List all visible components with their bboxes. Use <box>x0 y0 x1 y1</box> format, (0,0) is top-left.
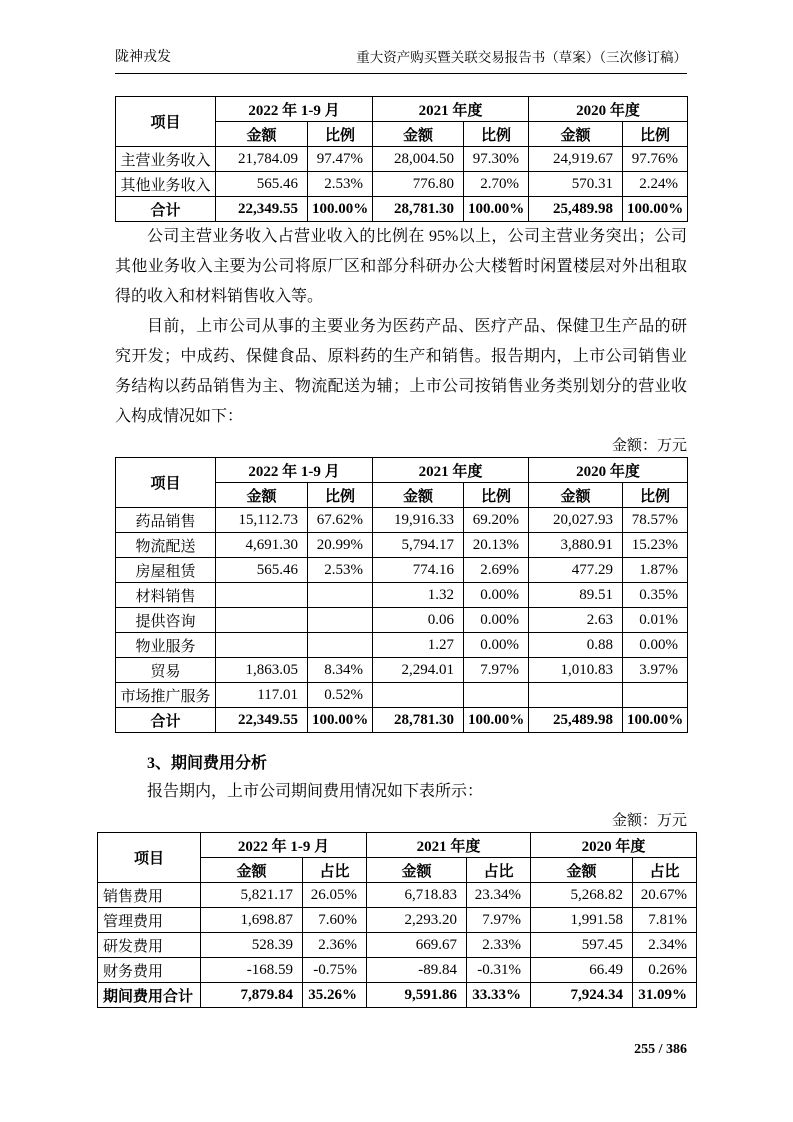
ratio-cell: 7.97% <box>464 658 529 683</box>
column-header-amount: 金额 <box>529 483 623 508</box>
share-cell: 7.97% <box>467 908 531 933</box>
amount-cell: 565.46 <box>216 558 308 583</box>
row-label: 药品销售 <box>116 508 216 533</box>
table-row <box>116 583 688 608</box>
amount-cell <box>216 608 308 633</box>
share-cell: 20.67% <box>633 883 697 908</box>
amount-cell: 15,112.73 <box>216 508 308 533</box>
row-label: 市场推广服务 <box>116 683 216 708</box>
amount-cell: 117.01 <box>216 683 308 708</box>
ratio-cell: 0.35% <box>623 583 688 608</box>
column-header-period-2022: 2022 年 1-9 月 <box>201 833 367 858</box>
ratio-cell: 69.20% <box>464 508 529 533</box>
table-row <box>116 147 688 172</box>
ratio-cell: 100.00% <box>308 197 373 222</box>
column-header-amount: 金额 <box>373 483 464 508</box>
amount-cell <box>529 683 623 708</box>
ratio-cell: 67.62% <box>308 508 373 533</box>
amount-cell: 22,349.55 <box>216 708 308 733</box>
share-cell: 35.26% <box>303 983 367 1008</box>
section-heading-expense-analysis: 3、期间费用分析 <box>147 755 268 772</box>
paragraph-expense-intro: 报告期内，上市公司期间费用情况如下表所示： <box>147 783 484 800</box>
column-header-ratio: 比例 <box>308 483 373 508</box>
ratio-cell: 2.53% <box>308 172 373 197</box>
table-row <box>116 508 688 533</box>
column-header-item: 项目 <box>116 97 216 147</box>
amount-cell: 669.67 <box>367 933 467 958</box>
row-label: 研发费用 <box>98 933 201 958</box>
ratio-cell: 100.00% <box>623 708 688 733</box>
period-expense-table <box>97 832 697 1008</box>
column-header-item: 项目 <box>116 458 216 508</box>
column-header-period-2021: 2021 年度 <box>367 833 531 858</box>
ratio-cell: 0.52% <box>308 683 373 708</box>
ratio-cell <box>464 683 529 708</box>
column-header-period-2022: 2022 年 1-9 月 <box>216 97 373 122</box>
table-header <box>116 97 688 147</box>
table-row <box>116 558 688 583</box>
amount-cell: 21,784.09 <box>216 147 308 172</box>
amount-cell: 89.51 <box>529 583 623 608</box>
table-body <box>116 508 688 733</box>
table-row <box>116 172 688 197</box>
row-label: 材料销售 <box>116 583 216 608</box>
ratio-cell: 100.00% <box>464 708 529 733</box>
ratio-cell <box>308 633 373 658</box>
ratio-cell: 15.23% <box>623 533 688 558</box>
page-content <box>103 0 688 1008</box>
table-row <box>98 958 697 983</box>
row-label: 主营业务收入 <box>116 147 216 172</box>
table-header <box>116 458 688 508</box>
ratio-cell: 2.53% <box>308 558 373 583</box>
amount-cell: 528.39 <box>201 933 303 958</box>
share-cell: 0.26% <box>633 958 697 983</box>
header-document-title: 重大资产购买暨关联交易报告书（草案）（三次修订稿） <box>356 50 687 65</box>
column-header-amount: 金额 <box>367 858 467 883</box>
row-label: 合计 <box>116 708 216 733</box>
amount-cell: 4,691.30 <box>216 533 308 558</box>
column-header-share: 占比 <box>467 858 531 883</box>
amount-cell: 25,489.98 <box>529 197 623 222</box>
ratio-cell: 3.97% <box>623 658 688 683</box>
column-header-amount: 金额 <box>216 122 308 147</box>
amount-cell: 24,919.67 <box>529 147 623 172</box>
amount-cell: 1,863.05 <box>216 658 308 683</box>
page-number: 255 / 386 <box>634 1042 687 1057</box>
row-label: 管理费用 <box>98 908 201 933</box>
column-header-ratio: 比例 <box>623 483 688 508</box>
ratio-cell: 0.01% <box>623 608 688 633</box>
column-header-amount: 金额 <box>531 858 633 883</box>
ratio-cell: 1.87% <box>623 558 688 583</box>
document-header <box>115 0 687 74</box>
column-header-item: 项目 <box>98 833 201 883</box>
column-header-period-2022: 2022 年 1-9 月 <box>216 458 373 483</box>
share-cell: -0.75% <box>303 958 367 983</box>
amount-cell: 0.06 <box>373 608 464 633</box>
row-label: 物流配送 <box>116 533 216 558</box>
amount-cell: 28,781.30 <box>373 708 464 733</box>
row-label: 房屋租赁 <box>116 558 216 583</box>
ratio-cell: 8.34% <box>308 658 373 683</box>
amount-cell: 5,794.17 <box>373 533 464 558</box>
ratio-cell <box>308 608 373 633</box>
table-header-row <box>98 833 697 858</box>
column-header-ratio: 比例 <box>464 483 529 508</box>
amount-cell: 25,489.98 <box>529 708 623 733</box>
amount-cell: 5,821.17 <box>201 883 303 908</box>
amount-cell: 9,591.86 <box>367 983 467 1008</box>
share-cell: 26.05% <box>303 883 367 908</box>
ratio-cell: 0.00% <box>464 633 529 658</box>
amount-cell: 20,027.93 <box>529 508 623 533</box>
amount-cell: 66.49 <box>531 958 633 983</box>
table-header-row <box>116 458 688 483</box>
column-header-ratio: 比例 <box>464 122 529 147</box>
amount-cell: 3,880.91 <box>529 533 623 558</box>
amount-cell: 7,879.84 <box>201 983 303 1008</box>
share-cell: 2.33% <box>467 933 531 958</box>
amount-cell: 1.32 <box>373 583 464 608</box>
amount-cell: 477.29 <box>529 558 623 583</box>
amount-cell: -168.59 <box>201 958 303 983</box>
amount-cell: 28,781.30 <box>373 197 464 222</box>
column-header-period-2020: 2020 年度 <box>529 458 688 483</box>
amount-cell: 1,991.58 <box>531 908 633 933</box>
table-body <box>98 883 697 1008</box>
table-total-row <box>116 197 688 222</box>
ratio-cell: 0.00% <box>464 608 529 633</box>
share-cell: 7.60% <box>303 908 367 933</box>
table-body <box>116 147 688 222</box>
table-total-row <box>98 983 697 1008</box>
table-row <box>116 658 688 683</box>
amount-cell: 0.88 <box>529 633 623 658</box>
column-header-amount: 金额 <box>529 122 623 147</box>
amount-cell: 2.63 <box>529 608 623 633</box>
ratio-cell: 97.47% <box>308 147 373 172</box>
amount-cell: 774.16 <box>373 558 464 583</box>
ratio-cell: 97.76% <box>623 147 688 172</box>
amount-cell: 1,010.83 <box>529 658 623 683</box>
column-header-amount: 金额 <box>216 483 308 508</box>
column-header-share: 占比 <box>633 858 697 883</box>
amount-cell: 570.31 <box>529 172 623 197</box>
share-cell: 2.36% <box>303 933 367 958</box>
revenue-composition-table <box>115 96 688 222</box>
amount-cell: 19,916.33 <box>373 508 464 533</box>
ratio-cell: 2.69% <box>464 558 529 583</box>
table-total-row <box>116 708 688 733</box>
amount-cell: 2,293.20 <box>367 908 467 933</box>
ratio-cell <box>623 683 688 708</box>
table-row <box>98 933 697 958</box>
unit-label: 金额：万元 <box>611 438 687 454</box>
table-row <box>116 683 688 708</box>
table-row <box>98 883 697 908</box>
row-label: 物业服务 <box>116 633 216 658</box>
paragraph-business-description: 目前，上市公司从事的主要业务为医药产品、医疗产品、保健卫生产品的研究开发；中成药、保健食品、原料药的生产和销售。报告期内，上市公司销售业务结构以药品销售为主、物流配送为辅；上市公司按销售业务类别划分的营业收入构成情况如下： <box>115 318 687 425</box>
header-company-name: 陇神戎发 <box>115 50 171 65</box>
table-row <box>116 533 688 558</box>
paragraph-main-revenue: 公司主营业务收入占营业收入的比例在 95%以上，公司主营业务突出；公司其他业务收入主要为公司将原厂区和部分科研办公大楼暂时闲置楼层对外出租取得的收入和材料销售收入等。 <box>115 228 687 305</box>
column-header-ratio: 比例 <box>623 122 688 147</box>
share-cell: 7.81% <box>633 908 697 933</box>
amount-cell: -89.84 <box>367 958 467 983</box>
amount-cell: 6,718.83 <box>367 883 467 908</box>
ratio-cell: 100.00% <box>623 197 688 222</box>
row-label: 财务费用 <box>98 958 201 983</box>
table-header <box>98 833 697 883</box>
amount-cell: 2,294.01 <box>373 658 464 683</box>
column-header-period-2020: 2020 年度 <box>531 833 697 858</box>
ratio-cell: 2.24% <box>623 172 688 197</box>
amount-cell: 776.80 <box>373 172 464 197</box>
amount-cell: 28,004.50 <box>373 147 464 172</box>
ratio-cell: 78.57% <box>623 508 688 533</box>
table-row <box>116 608 688 633</box>
revenue-by-business-table <box>115 457 688 733</box>
amount-cell <box>373 683 464 708</box>
amount-cell: 7,924.34 <box>531 983 633 1008</box>
ratio-cell: 100.00% <box>464 197 529 222</box>
amount-cell: 22,349.55 <box>216 197 308 222</box>
table-row <box>116 633 688 658</box>
ratio-cell: 97.30% <box>464 147 529 172</box>
column-header-ratio: 比例 <box>308 122 373 147</box>
share-cell: 33.33% <box>467 983 531 1008</box>
row-label: 提供咨询 <box>116 608 216 633</box>
ratio-cell: 100.00% <box>308 708 373 733</box>
row-label: 贸易 <box>116 658 216 683</box>
amount-cell <box>216 583 308 608</box>
share-cell: 2.34% <box>633 933 697 958</box>
ratio-cell: 20.99% <box>308 533 373 558</box>
amount-cell: 1,698.87 <box>201 908 303 933</box>
ratio-cell: 0.00% <box>623 633 688 658</box>
row-label: 其他业务收入 <box>116 172 216 197</box>
share-cell: 31.09% <box>633 983 697 1008</box>
row-label: 销售费用 <box>98 883 201 908</box>
amount-cell: 597.45 <box>531 933 633 958</box>
column-header-share: 占比 <box>303 858 367 883</box>
ratio-cell: 20.13% <box>464 533 529 558</box>
ratio-cell <box>308 583 373 608</box>
table-header-row <box>116 97 688 122</box>
unit-label: 金额：万元 <box>611 813 687 829</box>
amount-cell: 5,268.82 <box>531 883 633 908</box>
column-header-period-2021: 2021 年度 <box>373 458 529 483</box>
column-header-period-2020: 2020 年度 <box>529 97 688 122</box>
amount-cell: 1.27 <box>373 633 464 658</box>
share-cell: -0.31% <box>467 958 531 983</box>
column-header-period-2021: 2021 年度 <box>373 97 529 122</box>
row-label: 期间费用合计 <box>98 983 201 1008</box>
share-cell: 23.34% <box>467 883 531 908</box>
ratio-cell: 2.70% <box>464 172 529 197</box>
amount-cell <box>216 633 308 658</box>
column-header-amount: 金额 <box>373 122 464 147</box>
column-header-amount: 金额 <box>201 858 303 883</box>
amount-cell: 565.46 <box>216 172 308 197</box>
row-label: 合计 <box>116 197 216 222</box>
table-row <box>98 908 697 933</box>
ratio-cell: 0.00% <box>464 583 529 608</box>
